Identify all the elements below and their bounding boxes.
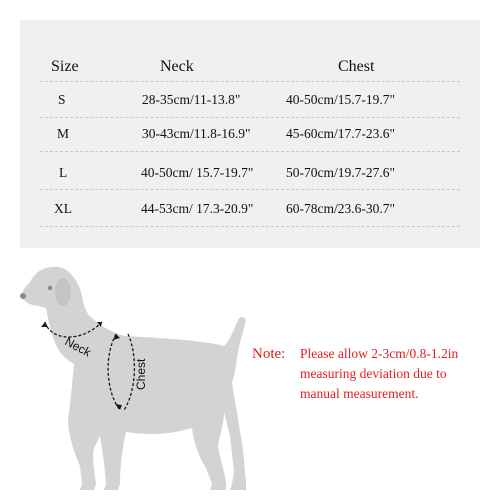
row-m-neck: 30-43cm/11.8-16.9"	[142, 126, 251, 141]
row-l-chest: 50-70cm/19.7-27.6"	[286, 165, 395, 180]
size-chart-table	[20, 20, 480, 248]
row-xl-chest: 60-78cm/23.6-30.7"	[286, 201, 395, 216]
row-l-neck: 40-50cm/ 15.7-19.7"	[141, 165, 254, 180]
note-line-3: manual measurement.	[300, 386, 419, 401]
row-s-neck: 28-35cm/11-13.8"	[142, 92, 241, 107]
row-m-chest: 45-60cm/17.7-23.6"	[286, 126, 395, 141]
row-divider	[40, 117, 460, 118]
row-divider	[40, 151, 460, 152]
row-xl-size: XL	[54, 201, 72, 216]
header-size: Size	[51, 58, 79, 75]
chest-label: Chest	[134, 358, 148, 390]
header-neck: Neck	[160, 58, 194, 75]
row-divider	[40, 226, 460, 227]
row-s-size: S	[58, 92, 66, 107]
note-line-2: measuring deviation due to	[300, 366, 447, 381]
dog-nose	[20, 293, 26, 299]
row-xl-neck: 44-53cm/ 17.3-20.9"	[141, 201, 254, 216]
row-m-size: M	[57, 126, 70, 141]
row-divider	[40, 81, 460, 82]
header-chest: Chest	[338, 58, 375, 75]
row-divider	[40, 189, 460, 190]
neck-arrow-left	[41, 322, 48, 327]
note-label: Note:	[252, 346, 286, 362]
dog-measurement-illustration	[0, 255, 260, 500]
row-s-chest: 40-50cm/15.7-19.7"	[286, 92, 395, 107]
row-l-size: L	[59, 165, 68, 180]
dog-eye	[48, 286, 52, 290]
dog-ear	[55, 278, 71, 306]
note-line-1: Please allow 2-3cm/0.8-1.2in	[300, 346, 459, 361]
neck-label: Neck	[62, 334, 94, 360]
